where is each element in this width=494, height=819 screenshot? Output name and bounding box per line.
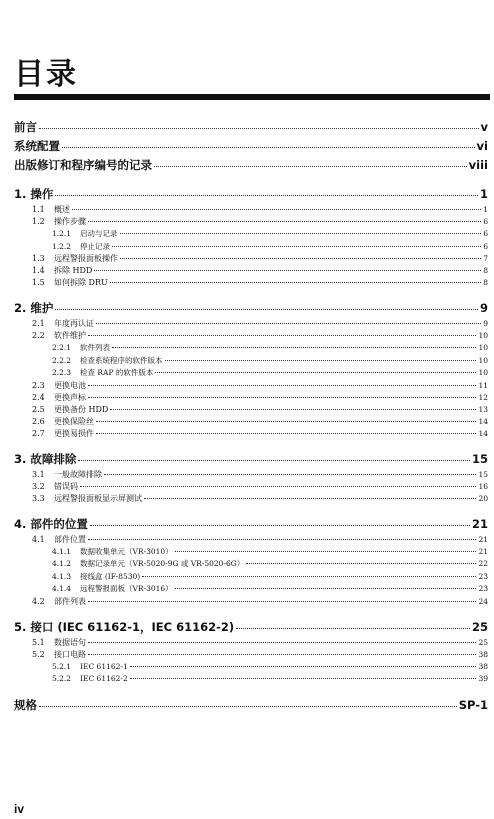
toc-entry-number: 1.3 xyxy=(32,254,45,263)
toc-entry-number: 4.1.3 xyxy=(52,571,72,581)
toc-entry-number: 2.1 xyxy=(32,319,45,328)
toc-entry-text: 更换备份 HDD xyxy=(54,404,109,414)
dot-leader xyxy=(90,525,470,526)
toc-section-entry[interactable] xyxy=(14,596,488,608)
toc-entry-title xyxy=(14,137,60,156)
toc-page-number: 15 xyxy=(478,469,488,479)
toc-section-entry[interactable] xyxy=(14,204,488,216)
toc-subsection-entry[interactable] xyxy=(14,342,488,355)
toc-entry-number: 4.2 xyxy=(32,596,45,606)
toc-entry-title xyxy=(32,649,86,661)
toc-entry-number: 2.5 xyxy=(32,404,45,414)
section-gap xyxy=(14,686,488,696)
toc-entry-title xyxy=(52,367,153,380)
toc-page-number: 9 xyxy=(479,301,488,315)
section-gap xyxy=(14,289,488,299)
dot-leader xyxy=(88,601,476,602)
toc-page-number: 11 xyxy=(478,380,488,390)
toc-page-number: 8 xyxy=(483,266,488,275)
toc-entry-text: 系统配置 xyxy=(14,139,60,153)
toc-entry-number: 2.6 xyxy=(32,416,45,426)
title-rule xyxy=(14,94,490,100)
dot-leader xyxy=(96,433,476,434)
dot-leader xyxy=(110,282,481,283)
toc-page-number: 24 xyxy=(478,596,488,606)
toc-entry-number: 2.4 xyxy=(32,392,45,402)
dot-leader xyxy=(88,654,476,655)
dot-leader xyxy=(175,551,477,552)
toc-entry-text: 更换保险丝 xyxy=(54,416,94,426)
dot-leader xyxy=(72,209,481,210)
toc-page-number: v xyxy=(480,120,488,134)
toc-page-number: 23 xyxy=(478,584,488,593)
toc-section-entry[interactable] xyxy=(14,428,488,440)
toc-entry-text: 更换电池 xyxy=(54,380,86,390)
toc-entry-title xyxy=(52,583,173,596)
toc-entry-title xyxy=(32,469,102,481)
toc-entry-number: 3.3 xyxy=(32,493,45,503)
dot-leader xyxy=(80,486,476,487)
page-title: 目录 xyxy=(14,57,78,92)
toc-entry-title xyxy=(32,216,86,228)
toc-entry-text: 一般故障排除 xyxy=(54,469,102,479)
dot-leader xyxy=(55,195,478,196)
toc-entry-number: 4.1.2 xyxy=(52,559,72,568)
toc-chapter-entry[interactable] xyxy=(14,118,488,137)
dot-leader xyxy=(144,498,476,499)
toc-entry-title xyxy=(32,392,86,404)
toc-entry-title xyxy=(32,416,94,428)
dot-leader xyxy=(155,372,476,373)
dot-leader xyxy=(165,360,477,361)
toc-entry-title xyxy=(32,277,108,289)
dot-leader xyxy=(39,128,479,129)
toc-entry-title xyxy=(52,355,163,368)
toc-page-number: 13 xyxy=(478,404,488,414)
toc-page-number: 38 xyxy=(478,649,488,659)
toc-entry-text: 软件列表 xyxy=(80,343,110,352)
toc-entry-title xyxy=(14,156,152,175)
toc-entry-number: 1.2 xyxy=(32,217,45,226)
toc-page-number: 21 xyxy=(478,546,488,556)
toc-entry-title xyxy=(32,428,94,440)
toc-entry-title xyxy=(52,342,110,355)
toc-subsection-entry[interactable] xyxy=(14,673,488,686)
toc-entry-text: 检查系统程序的软件版本 xyxy=(80,355,163,365)
toc-page-number: 20 xyxy=(478,493,488,503)
dot-leader xyxy=(120,233,482,234)
toc-page-number: 8 xyxy=(483,278,488,287)
toc-entry-text: 启动与记录 xyxy=(80,229,118,238)
toc-entry-number: 1.4 xyxy=(32,266,45,275)
toc-section-entry[interactable] xyxy=(14,392,488,404)
dot-leader xyxy=(55,309,478,310)
dot-leader xyxy=(236,628,470,629)
toc-entry-text: 检查 RAP 的软件版本 xyxy=(80,368,154,377)
toc-entry-number: 2.2.3 xyxy=(52,368,72,377)
toc-subsection-entry[interactable] xyxy=(14,546,488,559)
toc-chapter-entry[interactable] xyxy=(14,696,488,715)
toc-entry-text: 操作步骤 xyxy=(54,217,86,226)
toc-entry-title xyxy=(32,493,142,505)
toc-entry-title xyxy=(32,380,86,392)
toc-entry-title xyxy=(32,330,86,342)
dot-leader xyxy=(96,323,481,324)
toc-entry-number: 1.5 xyxy=(32,278,45,287)
toc-page-number: 22 xyxy=(478,559,488,568)
toc-page-number: 38 xyxy=(478,661,488,671)
toc-section-entry[interactable] xyxy=(14,493,488,505)
toc-chapter-entry[interactable] xyxy=(14,156,488,175)
toc-section-entry[interactable] xyxy=(14,216,488,228)
toc-page-number: SP-1 xyxy=(458,697,488,712)
toc-entry-title xyxy=(32,534,86,546)
toc-subsection-entry[interactable] xyxy=(14,558,488,571)
toc-entry-title xyxy=(52,558,244,571)
toc-section-entry[interactable] xyxy=(14,318,488,330)
toc-entry-text: 前言 xyxy=(14,120,37,134)
dot-leader xyxy=(142,576,476,577)
toc-entry-title xyxy=(32,265,92,277)
toc-page-number: 7 xyxy=(483,254,488,263)
dot-leader xyxy=(78,460,470,461)
toc-section-entry[interactable] xyxy=(14,277,488,289)
toc-page-number: 25 xyxy=(471,619,488,634)
toc-page-number: 23 xyxy=(478,571,488,581)
dot-leader xyxy=(88,385,476,386)
dot-leader xyxy=(112,347,476,348)
toc-page-number: 21 xyxy=(478,534,488,544)
toc-entry-number: 5.1 xyxy=(32,637,45,647)
toc-page-number: 21 xyxy=(471,516,488,531)
toc-entry-text: 软件维护 xyxy=(54,331,86,340)
toc-entry-number: 1.2.1 xyxy=(52,229,72,238)
page-number: iv xyxy=(14,802,25,816)
toc-section-entry[interactable] xyxy=(14,253,488,265)
toc-entry-text: 错误码 xyxy=(54,481,78,491)
toc-page-number: 12 xyxy=(478,392,488,402)
toc-page-number: 10 xyxy=(478,331,488,340)
toc-entry-text: 如何拆除 DRU xyxy=(54,278,108,287)
section-gap xyxy=(14,505,488,515)
toc-subsection-entry[interactable] xyxy=(14,583,488,596)
toc-page-number: 25 xyxy=(478,637,488,647)
toc-section-entry[interactable] xyxy=(14,649,488,661)
toc-section-entry[interactable] xyxy=(14,330,488,342)
toc-entry-title xyxy=(52,571,140,584)
dot-leader xyxy=(130,678,477,679)
toc-entry-title xyxy=(52,228,118,241)
toc-page-number: 6 xyxy=(483,229,488,238)
toc-entry-number: 2.3 xyxy=(32,380,45,390)
toc-section-entry[interactable] xyxy=(14,534,488,546)
toc-entry-number: 1.1 xyxy=(32,205,45,214)
toc-entry-text: 1. 操作 xyxy=(14,187,54,201)
dot-leader xyxy=(112,246,481,247)
toc-entry-text: 部件列表 xyxy=(54,596,86,606)
toc-page-number: 1 xyxy=(479,187,488,201)
toc-entry-number: 4.1 xyxy=(32,534,45,544)
toc-subsection-entry[interactable] xyxy=(14,367,488,380)
toc-entry-title xyxy=(32,637,86,649)
toc-chapter-entry[interactable] xyxy=(14,515,488,534)
toc-entry-text: 停止记录 xyxy=(80,241,110,251)
toc-entry-number: 5.2.1 xyxy=(52,661,72,671)
dot-leader xyxy=(39,706,457,707)
toc-section-entry[interactable] xyxy=(14,416,488,428)
dot-leader xyxy=(88,335,476,336)
toc-entry-number: 4.1.4 xyxy=(52,584,72,593)
toc-entry-number: 5.2 xyxy=(32,649,45,659)
toc-entry-text: 3. 故障排除 xyxy=(14,451,77,466)
toc-entry-number: 4.1.1 xyxy=(52,546,72,556)
section-gap xyxy=(14,440,488,450)
toc-entry-text: 4. 部件的位置 xyxy=(14,516,88,531)
toc-page-number: 9 xyxy=(483,319,488,328)
toc-entry-number: 3.2 xyxy=(32,481,45,491)
toc-entry-title xyxy=(32,204,70,216)
dot-leader xyxy=(94,270,481,271)
toc-entry-text: 接线盒 (IF-8530) xyxy=(80,571,141,581)
toc-entry-title xyxy=(32,481,78,493)
toc-entry-text: IEC 61162-2 xyxy=(80,674,128,683)
toc-entry-title xyxy=(52,546,173,559)
toc-entry-text: 远程警报面板显示屏测试 xyxy=(54,493,142,503)
toc-section-entry[interactable] xyxy=(14,481,488,493)
dot-leader xyxy=(130,666,477,667)
toc-entry-title xyxy=(32,596,86,608)
toc-entry-number: 2.2.1 xyxy=(52,343,72,352)
table-of-contents xyxy=(14,118,488,715)
toc-entry-title xyxy=(52,673,128,686)
toc-entry-title xyxy=(14,696,37,715)
toc-section-entry[interactable] xyxy=(14,404,488,416)
toc-entry-text: 2. 维护 xyxy=(14,301,54,315)
toc-entry-title xyxy=(52,661,128,674)
toc-section-entry[interactable] xyxy=(14,637,488,649)
toc-page-number: 10 xyxy=(478,368,488,377)
toc-entry-number: 1.2.2 xyxy=(52,241,72,251)
toc-page-number: 1 xyxy=(483,205,488,214)
dot-leader xyxy=(88,642,476,643)
toc-subsection-entry[interactable] xyxy=(14,661,488,674)
toc-entry-text: 规格 xyxy=(14,697,37,712)
toc-subsection-entry[interactable] xyxy=(14,228,488,241)
dot-leader xyxy=(246,563,476,564)
toc-section-entry[interactable] xyxy=(14,265,488,277)
toc-entry-title xyxy=(52,241,110,254)
toc-page-number: 15 xyxy=(471,451,488,466)
toc-subsection-entry[interactable] xyxy=(14,355,488,368)
dot-leader xyxy=(88,221,481,222)
toc-page-number: 16 xyxy=(478,481,488,491)
toc-chapter-entry[interactable] xyxy=(14,299,488,318)
toc-entry-text: 接口电路 xyxy=(54,649,86,659)
toc-entry-number: 3.1 xyxy=(32,469,45,479)
toc-page-number: vi xyxy=(476,139,488,153)
toc-chapter-entry[interactable] xyxy=(14,137,488,156)
toc-entry-text: 远程警报面板操作 xyxy=(54,254,118,263)
toc-entry-title xyxy=(14,299,53,318)
toc-entry-text: 远程警报面板（VR-3016） xyxy=(80,584,173,593)
toc-entry-text: 概述 xyxy=(54,205,70,214)
dot-leader xyxy=(154,166,467,167)
toc-entry-text: 5. 接口 (IEC 61162-1，IEC 61162-2) xyxy=(14,619,235,634)
toc-chapter-entry[interactable] xyxy=(14,185,488,204)
toc-entry-title xyxy=(14,118,37,137)
dot-leader xyxy=(88,397,476,398)
toc-page-number: 6 xyxy=(483,217,488,226)
toc-entry-text: 更换声标 xyxy=(54,392,86,402)
toc-entry-text: 数据收集单元（VR-3010） xyxy=(80,546,173,556)
toc-chapter-entry[interactable] xyxy=(14,450,488,469)
section-gap xyxy=(14,608,488,618)
toc-entry-title xyxy=(14,185,53,204)
toc-section-entry[interactable] xyxy=(14,380,488,392)
toc-subsection-entry[interactable] xyxy=(14,571,488,584)
toc-entry-title xyxy=(14,618,234,637)
toc-entry-title xyxy=(32,318,94,330)
toc-page-number: 14 xyxy=(478,428,488,438)
toc-page-number: 10 xyxy=(478,355,488,365)
dot-leader xyxy=(88,539,476,540)
toc-chapter-entry[interactable] xyxy=(14,618,488,637)
dot-leader xyxy=(96,421,476,422)
dot-leader xyxy=(62,147,475,148)
toc-entry-text: 拆除 HDD xyxy=(54,266,93,275)
toc-page-number: 39 xyxy=(478,674,488,683)
dot-leader xyxy=(104,474,476,475)
toc-entry-text: 出版修订和程序编号的记录 xyxy=(14,158,152,172)
toc-page-number: 10 xyxy=(478,343,488,352)
toc-entry-text: 年度再认证 xyxy=(54,319,94,328)
toc-entry-text: 更换易损件 xyxy=(54,428,94,438)
toc-entry-title xyxy=(32,253,118,265)
toc-entry-text: 部件位置 xyxy=(54,534,86,544)
dot-leader xyxy=(110,409,476,410)
toc-page-number: 14 xyxy=(478,416,488,426)
toc-entry-number: 2.7 xyxy=(32,428,45,438)
toc-subsection-entry[interactable] xyxy=(14,241,488,254)
toc-entry-title xyxy=(14,515,88,534)
toc-entry-number: 2.2.2 xyxy=(52,355,72,365)
toc-entry-number: 5.2.2 xyxy=(52,674,72,683)
toc-entry-title xyxy=(32,404,108,416)
toc-entry-title xyxy=(14,450,76,469)
dot-leader xyxy=(175,588,477,589)
section-gap xyxy=(14,175,488,185)
toc-entry-text: IEC 61162-1 xyxy=(80,661,128,671)
toc-entry-text: 数据语句 xyxy=(54,637,86,647)
toc-section-entry[interactable] xyxy=(14,469,488,481)
toc-entry-text: 数据记录单元（VR-5020-9G 或 VR-5020-6G） xyxy=(80,559,245,568)
toc-page-number: 6 xyxy=(483,241,488,251)
toc-page-number: viii xyxy=(468,158,488,172)
dot-leader xyxy=(120,258,481,259)
toc-entry-number: 2.2 xyxy=(32,331,45,340)
